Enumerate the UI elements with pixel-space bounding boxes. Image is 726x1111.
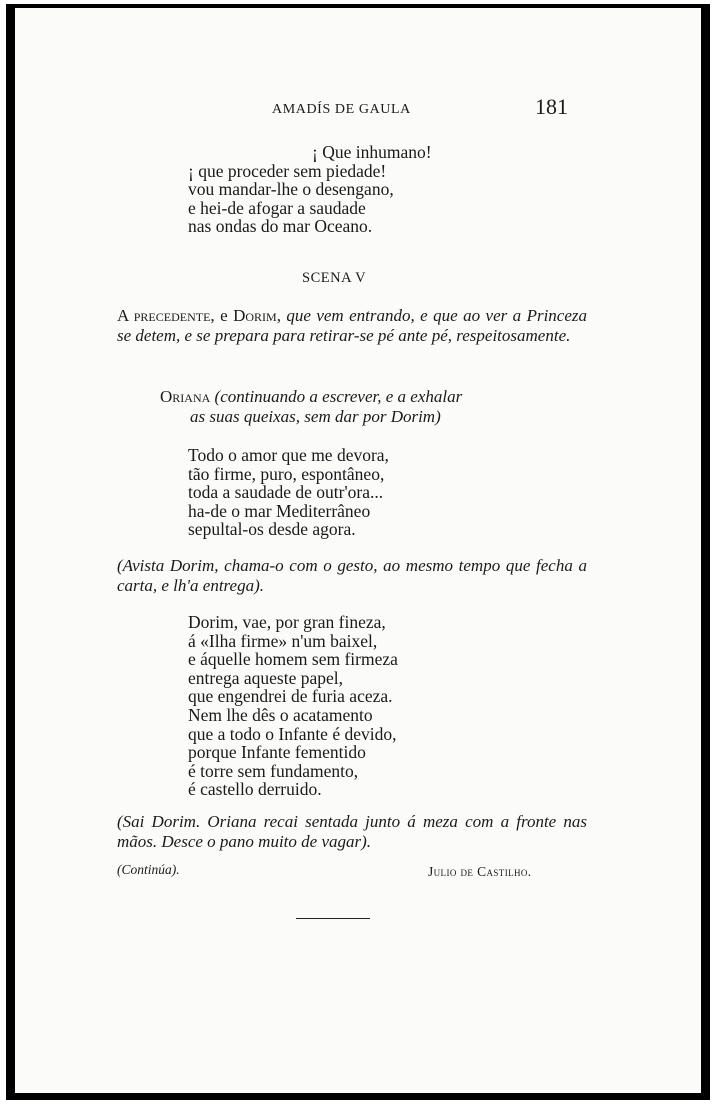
verse-line: é torre sem fundamento, [188, 760, 359, 781]
verse-line: nas ondas do mar Oceano. [188, 216, 373, 237]
verse-line: que a todo o Infante é devido, [188, 723, 397, 744]
continued-note: (Continúa). [117, 862, 180, 877]
verse-line: Todo o amor que me devora, [188, 445, 389, 465]
verse-line: entrega aqueste papel, [188, 667, 343, 688]
speaker-line [160, 387, 462, 427]
verse-line: ¡ que proceder sem piedade! [188, 160, 387, 181]
verse-line: Nem lhe dês o acatamento [188, 704, 373, 725]
speaker-direction-continued: as suas queixas, sem dar por Dorim) [190, 407, 441, 426]
stage-direction-1 [117, 306, 587, 346]
stage-direction-3 [117, 812, 587, 852]
verse-line: sepultal-os desde agora. [188, 519, 356, 540]
stage-direction-2 [117, 556, 587, 596]
stage-direction-text: (Avista Dorim, chama-o com o gesto, ao mesmo tempo que fecha a carta, e lh'a entrega). [117, 556, 587, 595]
conjunction: e [214, 306, 234, 325]
verse-line: á «Ilha firme» n'um baixel, [188, 630, 378, 651]
verse-stanza-3 [188, 613, 398, 799]
speaker-name: Oriana [160, 387, 211, 406]
verse-stanza-2 [188, 446, 389, 539]
verse-line: é castello derruido. [188, 779, 322, 800]
running-head: AMADÍS DE GAULA [272, 102, 411, 117]
verse-line: vou mandar-lhe o desengano, [188, 179, 394, 200]
speaker-direction: (continuando a escrever, e a exhalar [210, 387, 463, 406]
verse-line: ¡ Que inhumano! [312, 142, 432, 162]
character-name: Dorim, [233, 306, 281, 325]
verse-line: ha-de o mar Mediterrâneo [188, 500, 371, 521]
page-number: 181 [535, 94, 568, 119]
character-name: A precedente, [117, 306, 215, 325]
stage-direction-text: que vem entrando, e que ao ver a Princeza se detem, e se prepara para retirar-se pé ante pé, respeitosamente. [117, 306, 588, 345]
verse-line: que engendrei de furia aceza. [188, 686, 393, 707]
verse-line: toda a saudade de outr'ora... [188, 482, 384, 503]
verse-line: Dorim, vae, por gran fineza, [188, 612, 386, 632]
verse-line: tão firme, puro, espontâneo, [188, 463, 385, 484]
verse-line: e áquelle homem sem firmeza [188, 649, 398, 670]
scene-title: SCENA V [302, 270, 367, 286]
end-rule [296, 918, 370, 919]
stage-direction-text: (Sai Dorim. Oriana recai sentada junto á meza com a fronte nas mãos. Desce o pano muito de vagar). [117, 812, 587, 851]
verse-line: e hei-de afogar a saudade [188, 197, 366, 218]
author-signature: Julio de Castilho. [428, 864, 532, 879]
verse-line: porque Infante fementido [188, 742, 366, 763]
verse-stanza-1 [188, 143, 432, 236]
